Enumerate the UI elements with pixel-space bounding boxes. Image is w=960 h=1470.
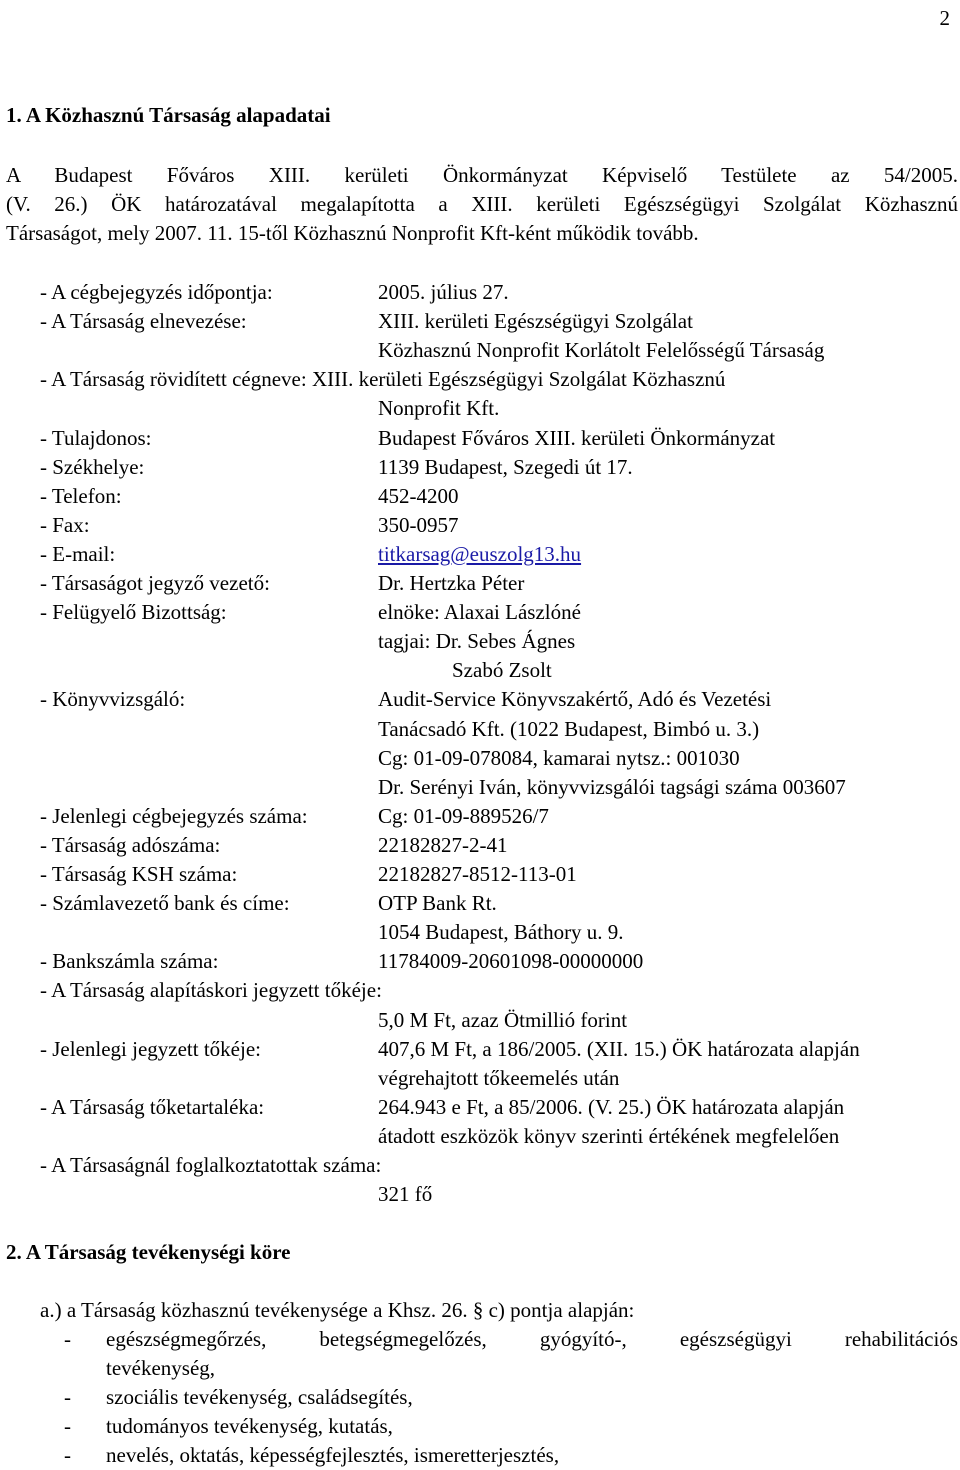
intro-line-3: Társaságot, mely 2007. 11. 15-től Közhasznú Nonprofit Kft-ként működik tovább.	[6, 221, 699, 245]
field-value: átadott eszközök könyv szerinti értékének megfelelően	[378, 1124, 840, 1148]
field-value: 22182827-2-41	[378, 833, 508, 857]
field-label: - A Társaságnál foglalkoztatottak száma:	[40, 1153, 382, 1177]
field-label: - Könyvvizsgáló:	[40, 687, 186, 711]
activity-item-continuation: tevékenység,	[106, 1356, 216, 1380]
activity-item: egészségmegőrzés, betegségmegelőzés, gyógyító-, egészségügyi rehabilitációs	[106, 1327, 958, 1351]
field-value: tagjai: Dr. Sebes Ágnes	[378, 629, 576, 653]
field-label: - Jelenlegi cégbejegyzés száma:	[40, 804, 308, 828]
field-value: 350-0957	[378, 513, 459, 537]
field-label: - Társaságot jegyző vezető:	[40, 571, 270, 595]
intro-line-2: (V. 26.) ÖK határozatával megalapította a XIII. kerületi Egészségügyi Szolgálat Közhasznú	[6, 192, 958, 216]
activity-item: szociális tevékenység, családsegítés,	[106, 1385, 413, 1409]
field-value: Nonprofit Kft.	[378, 396, 500, 420]
section-2-heading: 2. A Társaság tevékenységi köre	[6, 1240, 291, 1264]
section-1-heading: 1. A Közhasznú Társaság alapadatai	[6, 103, 331, 127]
field-label: - Telefon:	[40, 484, 122, 508]
field-label: - E-mail:	[40, 542, 116, 566]
field-value: 407,6 M Ft, a 186/2005. (XII. 15.) ÖK határozata alapján	[378, 1037, 860, 1061]
field-value: Dr. Hertzka Péter	[378, 571, 525, 595]
field-value: 1054 Budapest, Báthory u. 9.	[378, 920, 624, 944]
field-value: 11784009-20601098-00000000	[378, 949, 644, 973]
field-value: Budapest Főváros XIII. kerületi Önkormányzat	[378, 426, 776, 450]
activity-subheading: a.) a Társaság közhasznú tevékenysége a Khsz. 26. § c) pontja alapján:	[40, 1298, 635, 1322]
field-label: - Számlavezető bank és címe:	[40, 891, 290, 915]
field-label: - A Társaság alapításkori jegyzett tőkéje:	[40, 978, 382, 1002]
bullet-dash: -	[64, 1414, 71, 1438]
activity-item: tudományos tevékenység, kutatás,	[106, 1414, 393, 1438]
field-value: XIII. kerületi Egészségügyi Szolgálat	[378, 309, 693, 333]
field-value: Szabó Zsolt	[452, 658, 552, 682]
bullet-dash: -	[64, 1385, 71, 1409]
field-label: - A Társaság tőketartaléka:	[40, 1095, 265, 1119]
field-value: Audit-Service Könyvszakértő, Adó és Vezetési	[378, 687, 772, 711]
field-label: - A cégbejegyzés időpontja:	[40, 280, 273, 304]
field-value: 2005. július 27.	[378, 280, 509, 304]
field-label: - Fax:	[40, 513, 90, 537]
bullet-dash: -	[64, 1443, 71, 1467]
field-value: 264.943 e Ft, a 85/2006. (V. 25.) ÖK határozata alapján	[378, 1095, 845, 1119]
field-value: Cg: 01-09-078084, kamarai nytsz.: 001030	[378, 746, 740, 770]
activity-item: nevelés, oktatás, képességfejlesztés, ismeretterjesztés,	[106, 1443, 560, 1467]
field-label: - A Társaság elnevezése:	[40, 309, 247, 333]
field-value: végrehajtott tőkeemelés után	[378, 1066, 620, 1090]
field-value: 5,0 M Ft, azaz Ötmillió forint	[378, 1008, 628, 1032]
field-label: - Társaság KSH száma:	[40, 862, 238, 886]
intro-line-1: A Budapest Főváros XIII. kerületi Önkormányzat Képviselő Testülete az 54/2005.	[6, 163, 958, 187]
bullet-dash: -	[64, 1327, 71, 1351]
field-value: Tanácsadó Kft. (1022 Budapest, Bimbó u. 3.)	[378, 717, 760, 741]
field-label: - Jelenlegi jegyzett tőkéje:	[40, 1037, 261, 1061]
field-value: Közhasznú Nonprofit Korlátolt Felelősségű Társaság	[378, 338, 825, 362]
field-value: Dr. Serényi Iván, könyvvizsgálói tagsági száma 003607	[378, 775, 846, 799]
field-value: 321 fő	[378, 1182, 433, 1206]
field-label: - Tulajdonos:	[40, 426, 152, 450]
field-value: OTP Bank Rt.	[378, 891, 497, 915]
field-value: elnöke: Alaxai Lászlóné	[378, 600, 581, 624]
field-value: 22182827-8512-113-01	[378, 862, 577, 886]
field-value: 452-4200	[378, 484, 459, 508]
email-link[interactable]: titkarsag@euszolg13.hu	[378, 542, 582, 566]
field-value: 1139 Budapest, Szegedi út 17.	[378, 455, 633, 479]
field-value: Cg: 01-09-889526/7	[378, 804, 549, 828]
field-label: - Székhelye:	[40, 455, 145, 479]
field-label: - Társaság adószáma:	[40, 833, 221, 857]
page-number: 2	[939, 6, 950, 30]
field-label: - Felügyelő Bizottság:	[40, 600, 227, 624]
field-label: - Bankszámla száma:	[40, 949, 219, 973]
field-label: - A Társaság rövidített cégneve: XIII. kerületi Egészségügyi Szolgálat Közhasznú	[40, 367, 726, 391]
